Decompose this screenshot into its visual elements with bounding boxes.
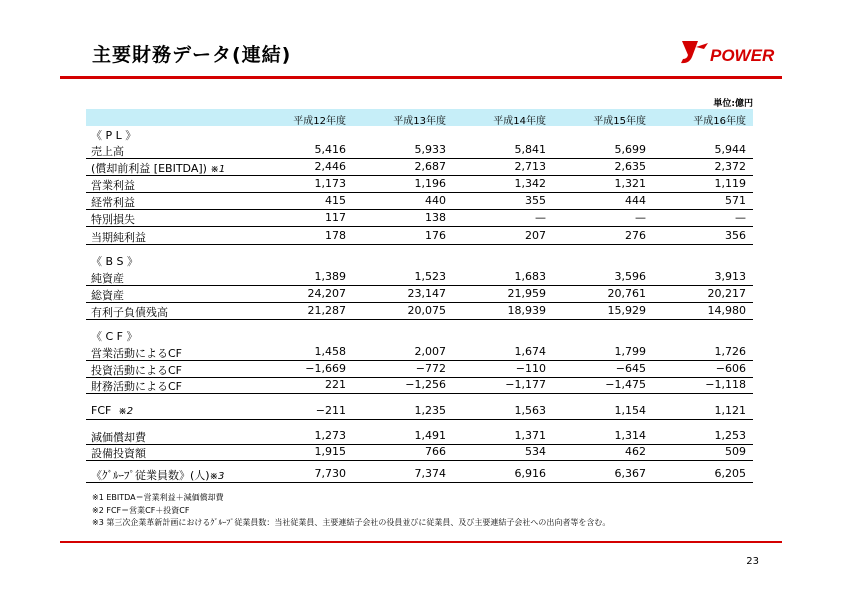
table-row (86, 343, 753, 361)
cell: — (635, 211, 646, 224)
company-logo (678, 37, 788, 69)
table-row (86, 268, 753, 286)
cell: 1,726 (714, 345, 746, 358)
footnote-mark: ※2 (118, 406, 134, 417)
cell: 462 (625, 445, 646, 458)
cell: 20,761 (607, 287, 646, 300)
cell: 440 (425, 194, 446, 207)
cell: 1,371 (514, 429, 546, 442)
cell: 138 (425, 211, 446, 224)
section-heading-pl: 《 P L 》 (91, 129, 137, 142)
cell: 1,173 (314, 177, 346, 190)
cell: 1,799 (614, 345, 646, 358)
cell: 20,217 (707, 287, 746, 300)
cell: 5,933 (414, 143, 446, 156)
page-number: 23 (746, 556, 759, 567)
cell: 18,939 (507, 304, 546, 317)
title-divider (60, 76, 782, 79)
cell: 207 (525, 229, 546, 242)
cell: — (535, 211, 546, 224)
cell: 356 (725, 229, 746, 242)
cell: 1,523 (414, 270, 446, 283)
row-label: 総資産 (91, 289, 124, 302)
cell: 415 (325, 194, 346, 207)
unit-label: 単位:億円 (713, 99, 753, 109)
cell: −606 (715, 362, 746, 375)
cell: 2,635 (614, 160, 646, 173)
table-row (86, 402, 753, 420)
year-header: 平成15年度 (593, 116, 646, 127)
year-header: 平成14年度 (493, 116, 546, 127)
cell: 766 (425, 445, 446, 458)
cell: 1,196 (414, 177, 446, 190)
footnote: ※2 FCF＝営業CF＋投資CF (92, 506, 190, 515)
cell: 444 (625, 194, 646, 207)
cell: 178 (325, 229, 346, 242)
cell: 276 (625, 229, 646, 242)
cell: 1,314 (614, 429, 646, 442)
cell: 1,563 (514, 404, 546, 417)
cell: 1,235 (414, 404, 446, 417)
cell: −772 (415, 362, 446, 375)
table-header-row (86, 109, 753, 126)
row-label: 財務活動によるCF (91, 380, 183, 393)
cell: 117 (325, 211, 346, 224)
page-title: 主要財務データ(連結) (92, 44, 292, 66)
row-label: 設備投資額 (91, 447, 146, 460)
cell: 221 (325, 378, 346, 391)
cell: 534 (525, 445, 546, 458)
cell: −1,475 (605, 378, 646, 391)
row-label: 経常利益 (91, 196, 135, 209)
row-label: 《ｸﾞﾙｰﾌﾟ従業員数》(人)※3 (91, 469, 225, 482)
cell: 21,959 (507, 287, 546, 300)
cell: 2,713 (514, 160, 546, 173)
cell: 1,458 (314, 345, 346, 358)
row-label: (償却前利益 [EBITDA]) ※1 (91, 162, 226, 175)
cell: 355 (525, 194, 546, 207)
table-row (86, 175, 753, 193)
cell: 2,372 (714, 160, 746, 173)
table-row (86, 285, 753, 303)
row-label: 有利子負債残高 (91, 306, 168, 319)
row-label: 営業活動によるCF (91, 347, 183, 360)
table-row (86, 192, 753, 210)
row-label: 減価償却費 (91, 431, 146, 444)
cell: 571 (725, 194, 746, 207)
svg-text:POWER: POWER (710, 46, 775, 65)
cell: 1,273 (314, 429, 346, 442)
row-label: 当期純利益 (91, 231, 146, 244)
footnote: ※3 第三次企業革新計画におけるｸﾞﾙｰﾌﾟ従業員数：当社従業員、主要連結子会社の役員並びに従業員、及び主要連結子会社への出向者等を含む。 (92, 518, 611, 527)
table-row (86, 209, 753, 227)
cell: 1,121 (714, 404, 746, 417)
cell: −110 (515, 362, 546, 375)
cell: 14,980 (707, 304, 746, 317)
table-row (86, 443, 753, 461)
cell: 7,374 (414, 467, 446, 480)
cell: 24,207 (307, 287, 346, 300)
cell: −211 (315, 404, 346, 417)
cell: 23,147 (407, 287, 446, 300)
footnote: ※1 EBITDA＝営業利益＋減価償却費 (92, 493, 224, 502)
cell: 7,730 (314, 467, 346, 480)
cell: 1,389 (314, 270, 346, 283)
section-heading-bs: 《 B S 》 (91, 255, 139, 268)
year-header: 平成13年度 (393, 116, 446, 127)
cell: −645 (615, 362, 646, 375)
cell: — (735, 211, 746, 224)
row-label: 純資産 (91, 272, 124, 285)
table-row (86, 376, 753, 394)
cell: 6,367 (614, 467, 646, 480)
cell: 3,913 (714, 270, 746, 283)
year-header: 平成12年度 (293, 116, 346, 127)
cell: 5,841 (514, 143, 546, 156)
cell: 5,699 (614, 143, 646, 156)
cell: 5,416 (314, 143, 346, 156)
cell: 5,944 (714, 143, 746, 156)
table-row (86, 158, 753, 176)
cell: 2,446 (314, 160, 346, 173)
cell: 2,687 (414, 160, 446, 173)
table-row (86, 141, 753, 159)
cell: −1,256 (405, 378, 446, 391)
section-heading-cf: 《 C F 》 (91, 330, 138, 343)
cell: 3,596 (614, 270, 646, 283)
cell: 1,119 (714, 177, 746, 190)
cell: 1,342 (514, 177, 546, 190)
cell: 176 (425, 229, 446, 242)
table-row (86, 465, 753, 483)
cell: 1,491 (414, 429, 446, 442)
table-row (86, 227, 753, 245)
cell: −1,118 (705, 378, 746, 391)
cell: 1,154 (614, 404, 646, 417)
row-label: FCF ※2 (91, 404, 134, 417)
cell: 6,916 (514, 467, 546, 480)
row-label: 営業利益 (91, 179, 135, 192)
cell: 20,075 (407, 304, 446, 317)
row-label: 投資活動によるCF (91, 364, 183, 377)
footer-divider (60, 541, 782, 543)
cell: 6,205 (714, 467, 746, 480)
row-label: 特別損失 (91, 213, 135, 226)
footnote-mark: ※1 (210, 164, 226, 175)
cell: 2,007 (414, 345, 446, 358)
cell: 1,253 (714, 429, 746, 442)
cell: 21,287 (307, 304, 346, 317)
table-row (86, 302, 753, 320)
year-header: 平成16年度 (693, 116, 746, 127)
cell: −1,177 (505, 378, 546, 391)
cell: 1,321 (614, 177, 646, 190)
cell: 1,915 (314, 445, 346, 458)
cell: 1,674 (514, 345, 546, 358)
footnote-mark: ※3 (209, 471, 225, 482)
cell: 15,929 (607, 304, 646, 317)
cell: 509 (725, 445, 746, 458)
cell: 1,683 (514, 270, 546, 283)
cell: −1,669 (305, 362, 346, 375)
row-label: 売上高 (91, 145, 124, 158)
